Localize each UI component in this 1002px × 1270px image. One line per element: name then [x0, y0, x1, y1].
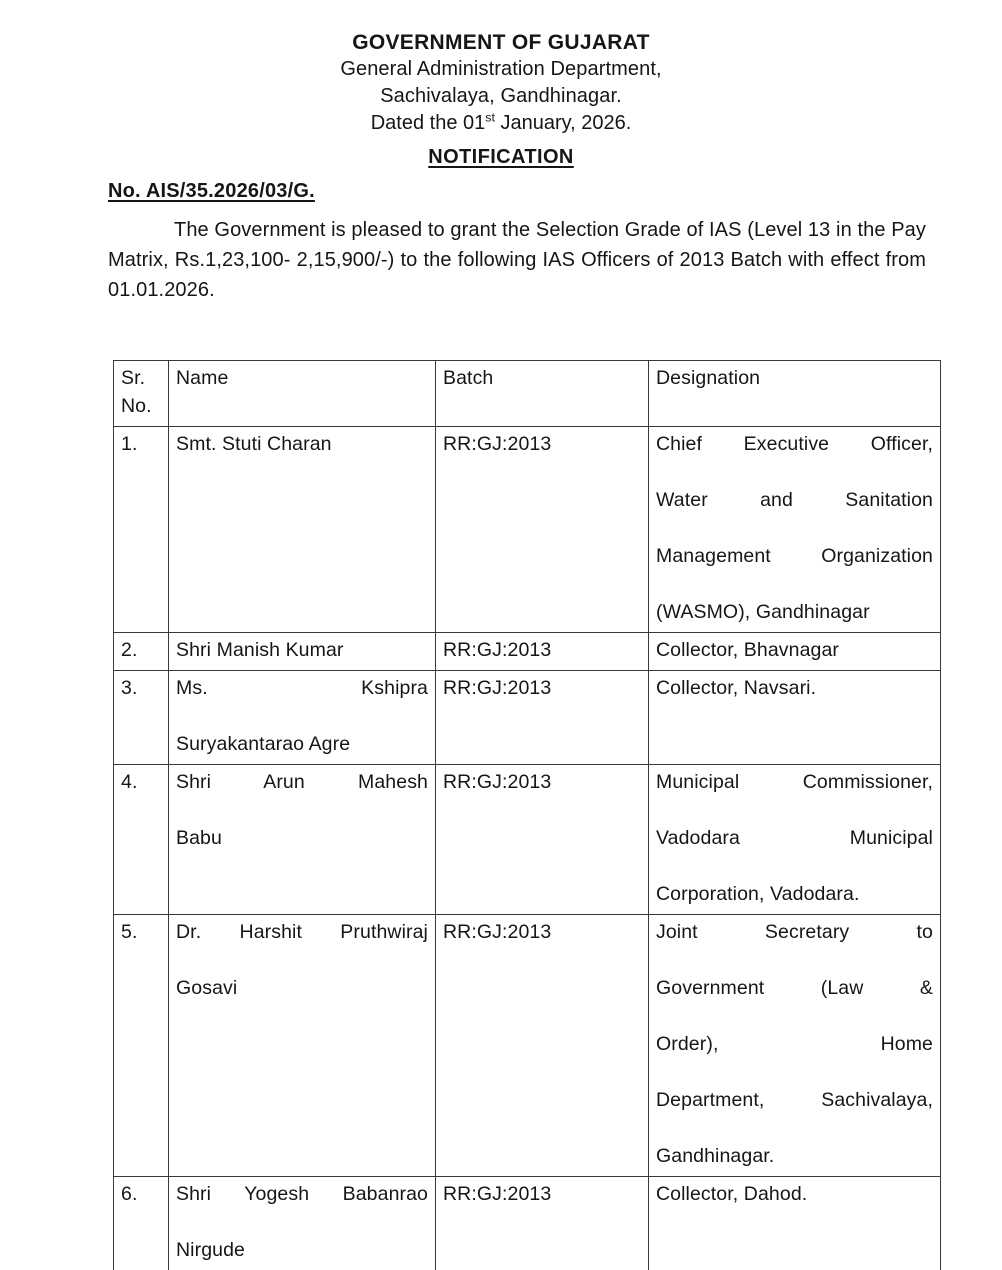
- cell-name-line: Ms. Kshipra: [176, 674, 428, 730]
- cell-designation-line: Gandhinagar.: [656, 1142, 933, 1170]
- cell-name-line: Shri Yogesh Babanrao: [176, 1180, 428, 1236]
- sr-no-line-2: No.: [121, 395, 152, 417]
- cell-designation-line: Management Organization: [656, 542, 933, 598]
- cell-name-line: Smt. Stuti Charan: [176, 430, 428, 458]
- cell-designation-line: Municipal Commissioner,: [656, 768, 933, 824]
- cell-designation: [649, 1177, 941, 1270]
- cell-designation-line: Joint Secretary to: [656, 918, 933, 974]
- column-header-name: Name: [169, 361, 436, 427]
- cell-designation: [649, 765, 941, 915]
- document-header: [0, 0, 1002, 169]
- dated-line: [0, 110, 1002, 137]
- officers-table-wrap: [113, 360, 940, 1270]
- cell-name-line: Suryakantarao Agre: [176, 730, 428, 758]
- cell-sr-no: 6.: [114, 1177, 169, 1270]
- cell-name: [169, 671, 436, 765]
- cell-designation-line: Collector, Dahod.: [656, 1180, 933, 1208]
- table-row: [114, 633, 941, 671]
- table-row: [114, 1177, 941, 1270]
- table-row: [114, 671, 941, 765]
- cell-name-line: Nirgude: [176, 1236, 428, 1264]
- cell-designation-line: Collector, Navsari.: [656, 674, 933, 702]
- cell-designation-line: Order), Home: [656, 1030, 933, 1086]
- column-header-sr-no: [114, 361, 169, 427]
- cell-batch: RR:GJ:2013: [436, 765, 649, 915]
- cell-batch: RR:GJ:2013: [436, 427, 649, 633]
- cell-designation-line: (WASMO), Gandhinagar: [656, 598, 933, 626]
- address-line: Sachivalaya, Gandhinagar.: [0, 83, 1002, 110]
- government-title: GOVERNMENT OF GUJARAT: [0, 30, 1002, 56]
- cell-name: [169, 633, 436, 671]
- table-row: [114, 427, 941, 633]
- cell-sr-no: 3.: [114, 671, 169, 765]
- table-row: [114, 915, 941, 1177]
- cell-name-line: Babu: [176, 824, 428, 852]
- dated-ordinal-suffix: st: [485, 110, 495, 124]
- cell-name-line: Gosavi: [176, 974, 428, 1002]
- cell-batch: RR:GJ:2013: [436, 1177, 649, 1270]
- cell-sr-no: 5.: [114, 915, 169, 1177]
- department-line: General Administration Department,: [0, 56, 1002, 83]
- column-header-designation: Designation: [649, 361, 941, 427]
- dated-prefix: Dated the 01: [371, 112, 486, 134]
- cell-designation: [649, 671, 941, 765]
- cell-sr-no: 2.: [114, 633, 169, 671]
- cell-name: [169, 1177, 436, 1270]
- sr-no-line-1: Sr.: [121, 367, 145, 389]
- notification-heading: NOTIFICATION: [428, 146, 574, 169]
- cell-designation-line: Water and Sanitation: [656, 486, 933, 542]
- officers-table-body: [114, 427, 941, 1270]
- cell-designation-line: Corporation, Vadodara.: [656, 880, 933, 908]
- cell-designation-line: Vadodara Municipal: [656, 824, 933, 880]
- body-paragraph: The Government is pleased to grant the Selection Grade of IAS (Level 13 in the Pay Matrix, Rs.1,23,100- 2,15,900/-) to the following IAS Officers of 2013 Batch with effect from 01.01.2026.: [108, 215, 926, 335]
- cell-designation-line: Chief Executive Officer,: [656, 430, 933, 486]
- notification-number: No. AIS/35.2026/03/G.: [108, 180, 315, 203]
- cell-designation-line: Collector, Bhavnagar: [656, 636, 933, 664]
- dated-suffix: January, 2026.: [495, 112, 631, 134]
- cell-designation: [649, 915, 941, 1177]
- cell-designation-line: Government (Law &: [656, 974, 933, 1030]
- cell-sr-no: 1.: [114, 427, 169, 633]
- cell-designation-line: Department, Sachivalaya,: [656, 1086, 933, 1142]
- cell-name-line: Shri Arun Mahesh: [176, 768, 428, 824]
- column-header-batch: Batch: [436, 361, 649, 427]
- table-header-row: [114, 361, 941, 427]
- cell-name: [169, 765, 436, 915]
- cell-name: [169, 915, 436, 1177]
- cell-name-line: Dr. Harshit Pruthwiraj: [176, 918, 428, 974]
- officers-table: [113, 360, 941, 1270]
- cell-designation: [649, 427, 941, 633]
- cell-batch: RR:GJ:2013: [436, 633, 649, 671]
- cell-designation: [649, 633, 941, 671]
- cell-sr-no: 4.: [114, 765, 169, 915]
- cell-batch: RR:GJ:2013: [436, 671, 649, 765]
- cell-batch: RR:GJ:2013: [436, 915, 649, 1177]
- table-row: [114, 765, 941, 915]
- cell-name-line: Shri Manish Kumar: [176, 636, 428, 664]
- cell-name: [169, 427, 436, 633]
